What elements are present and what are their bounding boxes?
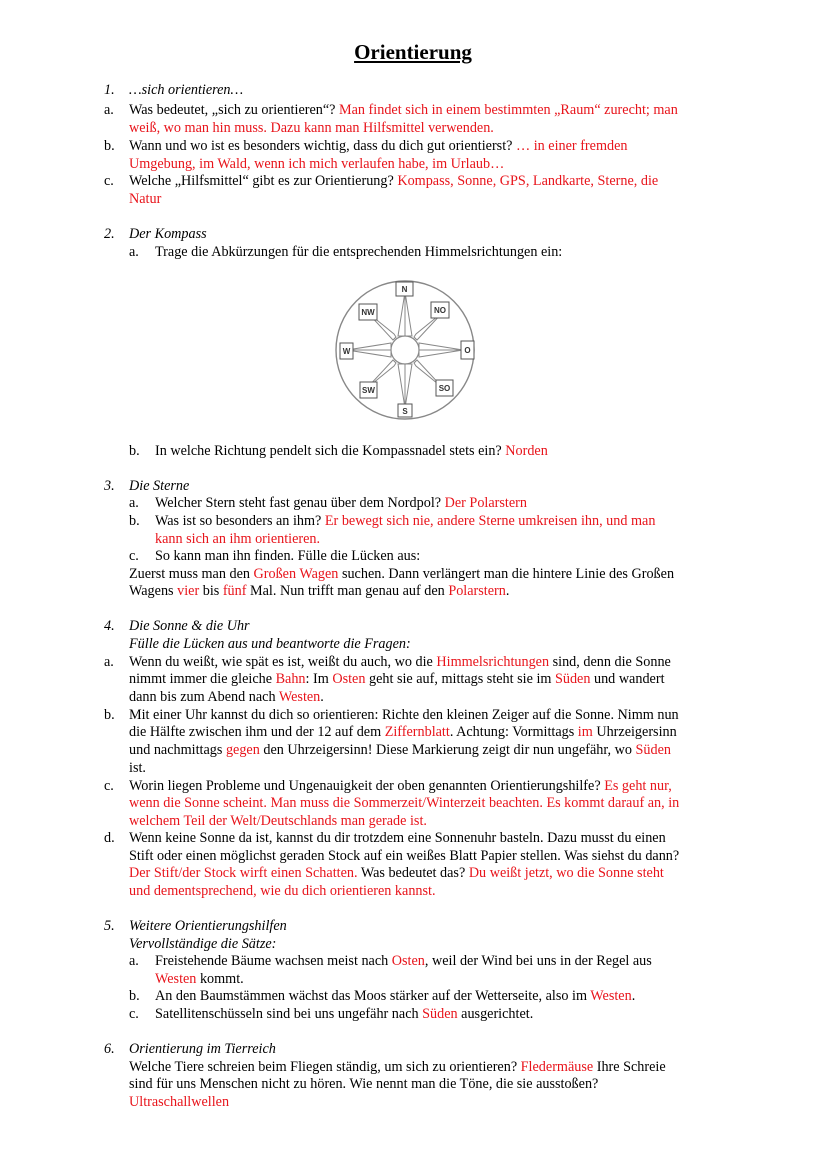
answer: Man findet sich in einem bestimmten „Raum“ zurecht; man — [339, 102, 678, 118]
item-letter: a. — [129, 953, 139, 969]
section-heading: Die Sonne & die Uhr — [129, 618, 250, 634]
section-number: 5. — [104, 918, 115, 934]
cloze-line: Wagens vier bis fünf Mal. Nun trifft man genau auf den Polarstern. — [129, 583, 510, 599]
instruction: Trage die Abkürzungen für die entsprechenden Himmelsrichtungen ein: — [155, 244, 563, 260]
answer: Ultraschallwellen — [129, 1094, 230, 1110]
question-6: Welche Tiere schreien beim Fliegen ständig, um sich zu orientieren? Fledermäuse Ihre Schreie — [129, 1059, 666, 1075]
item-letter: c. — [129, 1006, 139, 1022]
section-number: 6. — [104, 1041, 115, 1057]
item-letter: b. — [129, 988, 140, 1004]
item-letter: a. — [129, 244, 139, 260]
question-3a: Welcher Stern steht fast genau über dem Nordpol? Der Polarstern — [155, 495, 527, 511]
question-3b: Was ist so besonders an ihm? Er bewegt sich nie, andere Sterne umkreisen ihn, und man — [155, 513, 656, 529]
compass-label-sw: SW — [362, 386, 375, 395]
cloze-line: Satellitenschüsseln sind bei uns ungefähr nach Süden ausgerichtet. — [155, 1006, 534, 1022]
section-subheading: Vervollständige die Sätze: — [129, 936, 277, 952]
cloze-line: Der Stift/der Stock wirft einen Schatten. Was bedeutet das? Du weißt jetzt, wo die Sonne steht — [129, 865, 664, 881]
answer: Der Polarstern — [444, 495, 527, 511]
section-heading: Orientierung im Tierreich — [129, 1041, 276, 1057]
item-letter: d. — [104, 830, 115, 846]
item-letter: b. — [104, 138, 115, 154]
section-number: 1. — [104, 82, 115, 98]
cloze-line: Zuerst muss man den Großen Wagen suchen. Dann verlängert man die hintere Linie des Großen — [129, 566, 675, 582]
cloze-line: die Hälfte zwischen ihm und der 12 auf dem Ziffernblatt. Achtung: Vormittags im Uhrzeigersinn — [129, 724, 677, 740]
cloze-line: dann bis zum Abend nach Westen. — [129, 689, 324, 705]
compass-label-no: NO — [434, 306, 446, 315]
cloze-line: nimmt immer die gleiche Bahn: Im Osten geht sie auf, mittags steht sie im Süden und wandert — [129, 671, 665, 687]
section-number: 4. — [104, 618, 115, 634]
text-line: ist. — [129, 760, 146, 776]
item-letter: a. — [104, 102, 114, 118]
answer: Umgebung, im Wald, wenn ich mich verlaufen habe, im Urlaub… — [129, 156, 505, 172]
cloze-line: Westen kommt. — [155, 971, 244, 987]
question-4c: Worin liegen Probleme und Ungenauigkeit der oben genannten Orientierungshilfe? Es geht nur, — [129, 778, 672, 794]
compass-label-w: W — [342, 347, 351, 356]
page-title: Orientierung — [354, 40, 472, 64]
item-letter: c. — [104, 173, 114, 189]
question-1c: Welche „Hilfsmittel“ gibt es zur Orientierung? Kompass, Sonne, GPS, Landkarte, Sterne, die — [129, 173, 659, 189]
answer: wenn die Sonne scheint. Man muss die Sommerzeit/Winterzeit beachten. Es kommt darauf an, in — [129, 795, 680, 811]
question-2b: In welche Richtung pendelt sich die Kompassnadel stets ein? Norden — [155, 443, 548, 459]
text-line: Mit einer Uhr kannst du dich so orientieren: Richte den kleinen Zeiger auf die Sonne. Nimm nun — [129, 707, 679, 723]
item-letter: a. — [104, 654, 114, 670]
item-letter: b. — [129, 513, 140, 529]
item-letter: b. — [129, 443, 140, 459]
answer: Kompass, Sonne, GPS, Landkarte, Sterne, die — [397, 173, 659, 189]
item-letter: a. — [129, 495, 139, 511]
cloze-line: Freistehende Bäume wachsen meist nach Osten, weil der Wind bei uns in der Regel aus — [155, 953, 652, 969]
section-heading: Weitere Orientierungshilfen — [129, 918, 287, 934]
section-subheading: Fülle die Lücken aus und beantworte die Fragen: — [129, 636, 411, 652]
answer: Norden — [505, 443, 548, 459]
cloze-line: Wenn du weißt, wie spät es ist, weißt du auch, wo die Himmelsrichtungen sind, denn die Sonne — [129, 654, 671, 670]
item-letter: c. — [129, 548, 139, 564]
text-line: Wenn keine Sonne da ist, kannst du dir trotzdem eine Sonnenuhr basteln. Dazu musst du einen — [129, 830, 666, 846]
compass-label-o: O — [464, 346, 471, 355]
cloze-line: und nachmittags gegen den Uhrzeigersinn! Diese Markierung zeigt dir nun ungefähr, wo Süden — [129, 742, 671, 758]
cloze-line: An den Baumstämmen wächst das Moos stärker auf der Wetterseite, also im Westen. — [155, 988, 636, 1004]
answer: Er bewegt sich nie, andere Sterne umkreisen ihn, und man — [324, 513, 656, 529]
section-heading: Die Sterne — [129, 478, 190, 494]
instruction: So kann man ihn finden. Fülle die Lücken aus: — [155, 548, 421, 564]
compass-label-s: S — [402, 407, 408, 416]
answer: und dementsprechend, wie du dich orientieren kannst. — [129, 883, 436, 899]
answer: kann sich an ihm orientieren. — [155, 531, 321, 547]
answer: welchem Teil der Welt/Deutschlands man gerade ist. — [129, 813, 427, 829]
compass-label-nw: NW — [361, 308, 375, 317]
answer: … in einer fremden — [515, 138, 628, 154]
section-heading: Der Kompass — [129, 226, 207, 242]
text-line: sind für uns Menschen nicht zu hören. Wie nennt man die Töne, die sie ausstoßen? — [129, 1076, 599, 1092]
item-letter: b. — [104, 707, 115, 723]
compass-label-n: N — [401, 285, 408, 294]
answer: Natur — [129, 191, 162, 207]
answer: weiß, wo man hin muss. Dazu kann man Hilfsmittel verwenden. — [129, 120, 494, 136]
compass-rose-figure — [328, 278, 488, 423]
item-letter: c. — [104, 778, 114, 794]
section-heading: …sich orientieren… — [129, 82, 244, 98]
section-number: 3. — [104, 478, 115, 494]
text-line: Stift oder einen möglichst geraden Stock auf ein weißes Blatt Papier stellen. Was siehst du dann? — [129, 848, 680, 864]
question-1a: Was bedeutet, „sich zu orientieren“? Man findet sich in einem bestimmten „Raum“ zurecht; man — [129, 102, 678, 118]
question-1b: Wann und wo ist es besonders wichtig, dass du dich gut orientierst? … in einer fremden — [129, 138, 628, 154]
compass-label-so: SO — [438, 384, 451, 393]
section-number: 2. — [104, 226, 115, 242]
